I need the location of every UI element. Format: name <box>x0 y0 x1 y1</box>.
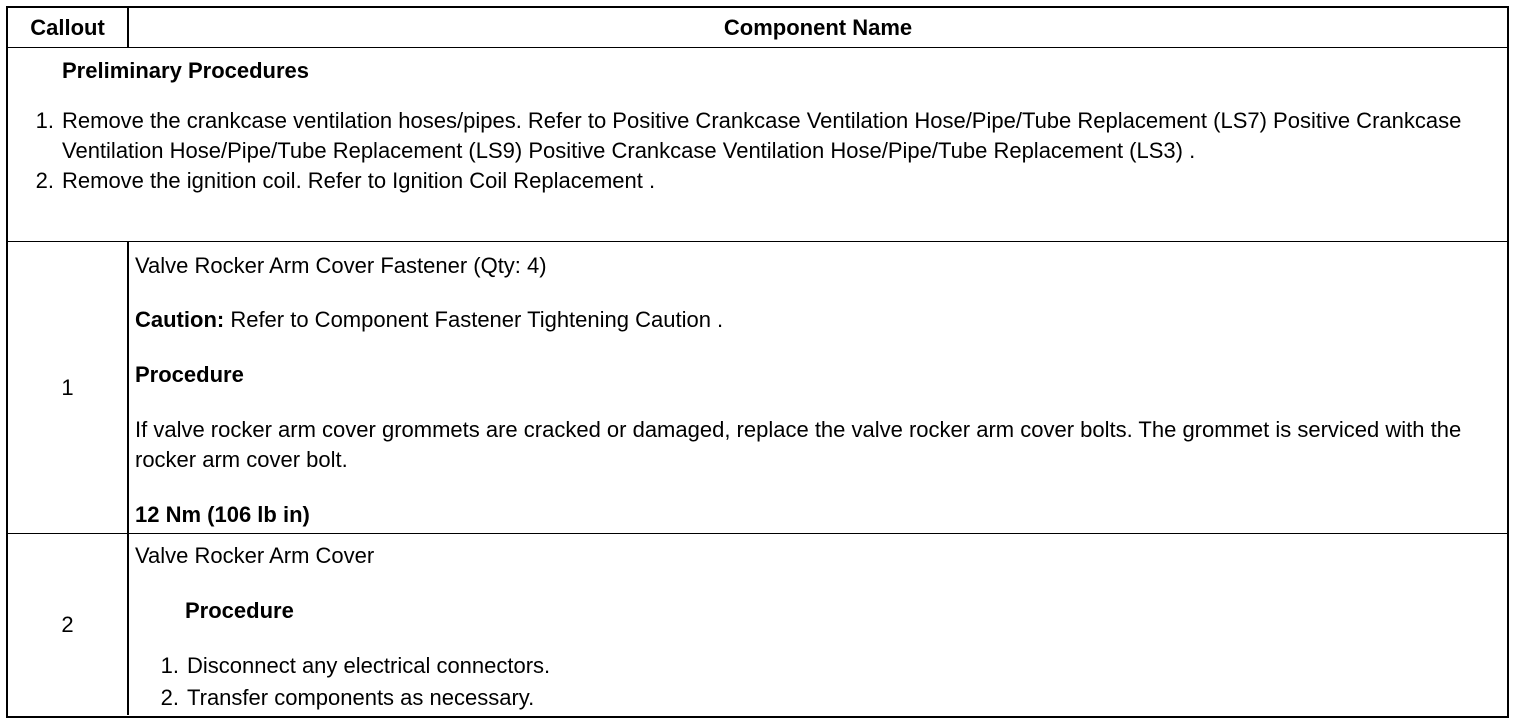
caution-line <box>135 305 1501 335</box>
procedure-step <box>160 682 1501 714</box>
procedure-table-frame <box>6 6 1509 718</box>
step-text: Transfer components as necessary. <box>187 685 535 710</box>
component-cell <box>128 242 1507 534</box>
component-cell <box>128 534 1507 716</box>
table-header-row <box>8 8 1507 48</box>
caution-label: Caution: <box>135 307 225 332</box>
preliminary-cell <box>8 48 1507 242</box>
step-text: Disconnect any electrical connectors. <box>187 653 551 678</box>
callout-column-header: Callout <box>8 8 128 48</box>
component-name: Valve Rocker Arm Cover Fastener (Qty: 4) <box>135 253 547 278</box>
procedure-title: Procedure <box>135 362 244 387</box>
step-text: Remove the crankcase ventilation hoses/pipes. Refer to Positive Crankcase Ventilation Hose/Pipe/Tube Replacement (LS7) Positive Crankcase Ventilation Hose/Pipe/Tube Replacement (LS9) Positive Crankcase Ventilation Hose/Pipe/Tube Replacement (LS3) . <box>62 108 1462 163</box>
callout-cell: 2 <box>8 534 128 716</box>
procedure-title: Procedure <box>185 598 294 623</box>
component-name-column-header: Component Name <box>128 8 1507 48</box>
table-row <box>8 534 1507 716</box>
step-text: Remove the ignition coil. Refer to Ignition Coil Replacement . <box>62 168 656 193</box>
procedure-text: If valve rocker arm cover grommets are cracked or damaged, replace the valve rocker arm cover bolts. The grommet is serviced with the rocker arm cover bolt. <box>135 417 1462 472</box>
step-number: 2. <box>160 685 179 710</box>
caution-text: Refer to Component Fastener Tightening Caution . <box>224 307 724 332</box>
table-row <box>8 242 1507 534</box>
step-number: 2. <box>35 168 54 193</box>
torque-spec: 12 Nm (106 lb in) <box>135 502 310 527</box>
procedure-step <box>160 650 1501 682</box>
preliminary-step <box>35 106 1507 166</box>
preliminary-row <box>8 48 1507 242</box>
step-number: 1. <box>160 653 179 678</box>
step-number: 1. <box>35 108 54 133</box>
procedure-steps <box>135 650 1501 714</box>
preliminary-steps <box>8 106 1507 196</box>
procedure-table <box>8 8 1507 715</box>
callout-cell: 1 <box>8 242 128 534</box>
component-name: Valve Rocker Arm Cover <box>135 543 375 568</box>
preliminary-step <box>35 166 1507 196</box>
preliminary-title: Preliminary Procedures <box>62 58 310 83</box>
